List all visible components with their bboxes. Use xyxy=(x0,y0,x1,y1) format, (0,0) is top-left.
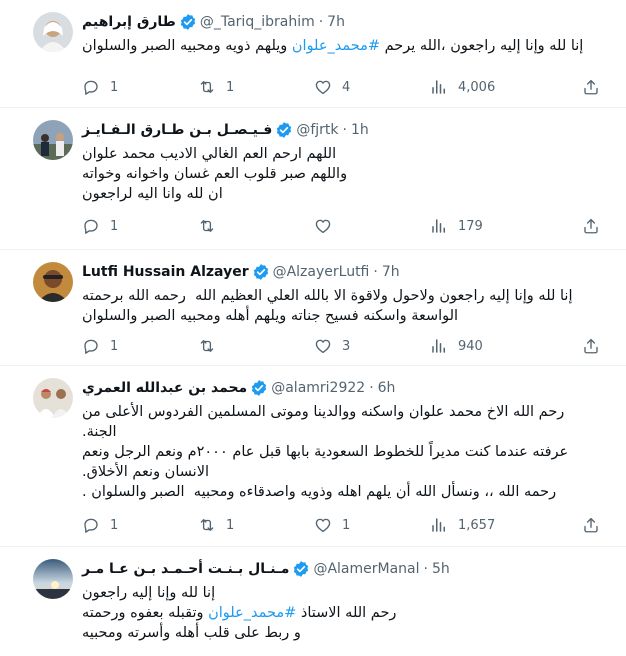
author-name[interactable]: طارق إبراهيم xyxy=(82,14,176,30)
verified-badge-icon xyxy=(292,560,310,578)
share-icon xyxy=(582,217,600,235)
reply-count: 1 xyxy=(110,79,119,95)
tweet[interactable] xyxy=(0,250,626,366)
like-icon xyxy=(314,217,332,235)
tweet-line: رحم الله الاخ محمد علوان واسكنه ووالدينا وموتى المسلمين الفردوس الأعلى من xyxy=(82,404,565,420)
retweet-icon xyxy=(198,337,216,355)
verified-badge-icon xyxy=(252,263,270,281)
reply-button[interactable] xyxy=(82,78,198,96)
retweet-button[interactable] xyxy=(198,337,314,355)
retweet-icon xyxy=(198,516,216,534)
share-icon xyxy=(582,337,600,355)
author-handle[interactable]: @AlzayerLutfi xyxy=(272,264,370,280)
tweet-header xyxy=(82,262,602,282)
author-handle[interactable]: @_Tariq_ibrahim xyxy=(199,14,315,30)
share-icon xyxy=(582,516,600,534)
tweet-line xyxy=(82,603,612,623)
views-count: 179 xyxy=(458,218,483,234)
retweet-icon xyxy=(198,78,216,96)
tweet-text xyxy=(82,402,612,502)
views-icon xyxy=(430,337,448,355)
author-name[interactable]: محمد بن عبدالله العمري xyxy=(82,380,248,396)
share-button[interactable] xyxy=(582,78,600,96)
tweet-timestamp[interactable]: 7h xyxy=(327,14,345,30)
separator-dot: · xyxy=(318,14,324,30)
retweet-button[interactable] xyxy=(198,217,314,235)
action-bar xyxy=(82,216,612,236)
share-button[interactable] xyxy=(582,516,600,534)
views-button[interactable] xyxy=(430,337,546,355)
like-button[interactable] xyxy=(314,217,430,235)
verified-badge-icon xyxy=(179,13,197,31)
tweet-text xyxy=(82,36,612,56)
tweet-header xyxy=(82,120,602,140)
tweet-text xyxy=(82,286,612,326)
views-icon xyxy=(430,516,448,534)
like-count: 4 xyxy=(342,79,351,95)
retweet-button[interactable] xyxy=(198,516,314,534)
avatar[interactable] xyxy=(33,120,73,160)
avatar[interactable] xyxy=(33,559,73,599)
reply-icon xyxy=(82,78,100,96)
tweet-line: عرفته عندما كنت مديراً للخطوط السعودية بابها قبل عام ٢٠٠٠م ونعم الرجل ونعم xyxy=(82,444,569,460)
tweet-text-segment: رحم الله الاستاذ xyxy=(296,605,397,621)
tweet[interactable] xyxy=(0,0,626,108)
views-button[interactable] xyxy=(430,516,546,534)
tweet-header xyxy=(82,559,602,579)
tweet-line: و ربط على قلب أهله وأسرته ومحبيه xyxy=(82,625,301,641)
tweet-timestamp[interactable]: 6h xyxy=(377,380,396,396)
share-button[interactable] xyxy=(582,217,600,235)
tweet-line: رحمه الله ،، ونسأل الله أن يلهم اهله وذويه واصدقاءه ومحبيه الصبر والسلوان . xyxy=(82,484,557,500)
tweet-line: إنا لله وإنا إليه راجعون xyxy=(82,585,216,601)
views-button[interactable] xyxy=(430,217,546,235)
views-icon xyxy=(430,78,448,96)
tweet[interactable] xyxy=(0,547,626,656)
author-name[interactable]: فـيـصـل بـن طـارق الـفـايـز xyxy=(82,122,273,138)
tweet-text-segment: إنا لله وإنا إليه راجعون ،الله يرحم xyxy=(380,38,584,54)
views-count: 940 xyxy=(458,338,483,354)
reply-count: 1 xyxy=(110,517,119,533)
separator-dot: · xyxy=(423,561,428,577)
action-bar xyxy=(82,515,612,535)
tweet-line: الجنة. xyxy=(82,424,117,440)
tweet-timestamp[interactable]: 5h xyxy=(431,561,450,577)
reply-icon xyxy=(82,217,100,235)
verified-badge-icon xyxy=(275,121,293,139)
retweet-count: 1 xyxy=(226,79,235,95)
tweet[interactable] xyxy=(0,366,626,547)
retweet-count: 1 xyxy=(226,517,235,533)
like-icon xyxy=(314,337,332,355)
tweet-text xyxy=(82,144,612,204)
tweet-timestamp[interactable]: 1h xyxy=(350,122,369,138)
author-handle[interactable]: @fjrtk xyxy=(296,122,339,138)
reply-button[interactable] xyxy=(82,217,198,235)
reply-count: 1 xyxy=(110,218,119,234)
like-button[interactable] xyxy=(314,78,430,96)
reply-icon xyxy=(82,337,100,355)
like-icon xyxy=(314,78,332,96)
author-handle[interactable]: @alamri2922 xyxy=(271,380,366,396)
reply-icon xyxy=(82,516,100,534)
avatar[interactable] xyxy=(33,378,73,418)
tweet-text-segment: وتقبله بعفوه ورحمته xyxy=(82,605,209,621)
tweet-line xyxy=(82,36,612,56)
views-count: 1,657 xyxy=(458,517,496,533)
like-button[interactable] xyxy=(314,337,430,355)
like-icon xyxy=(314,516,332,534)
tweet-timestamp[interactable]: 7h xyxy=(381,264,400,280)
retweet-button[interactable] xyxy=(198,78,314,96)
author-handle[interactable]: @AlamerManal xyxy=(313,561,420,577)
views-icon xyxy=(430,217,448,235)
tweet-text xyxy=(82,583,612,643)
like-count: 1 xyxy=(342,517,351,533)
tweet-header xyxy=(82,12,602,32)
reply-count: 1 xyxy=(110,338,119,354)
tweet-line: الواسعة واسكنه فسيح جناته ويلهم أهله ومحبيه الصبر والسلوان xyxy=(82,308,459,324)
avatar[interactable] xyxy=(33,12,73,52)
verified-badge-icon xyxy=(250,379,268,397)
reply-button[interactable] xyxy=(82,337,198,355)
tweet-line: اللهم ارحم العم الغالي الاديب محمد علوان xyxy=(82,146,337,162)
separator-dot: · xyxy=(342,122,347,138)
author-name[interactable]: Lutfi Hussain Alzayer xyxy=(82,264,249,280)
views-count: 4,006 xyxy=(458,79,496,95)
tweet-line: الانسان ونعم الأخلاق. xyxy=(82,464,210,480)
author-name[interactable]: مـنـال بـنـت أحـمـد بـن عـا مـر xyxy=(82,561,290,577)
tweet-line: واللهم صبر قلوب العم غسان واخوانه وخواته xyxy=(82,166,348,182)
retweet-icon xyxy=(198,217,216,235)
tweet-line: إنا لله وإنا إليه راجعون ولاحول ولاقوة الا بالله العلي العظيم الله رحمه الله برحمته xyxy=(82,288,573,304)
share-button[interactable] xyxy=(582,337,600,355)
share-icon xyxy=(582,78,600,96)
tweet-line: ان لله وانا اليه لراجعون xyxy=(82,186,223,202)
avatar[interactable] xyxy=(33,262,73,302)
action-bar xyxy=(82,77,612,97)
like-button[interactable] xyxy=(314,516,430,534)
views-button[interactable] xyxy=(430,78,546,96)
tweet-header xyxy=(82,378,602,398)
separator-dot: · xyxy=(373,264,378,280)
hashtag-link[interactable]: #محمد_علوان xyxy=(208,605,297,621)
like-count: 3 xyxy=(342,338,351,354)
tweet[interactable] xyxy=(0,108,626,250)
separator-dot: · xyxy=(369,380,374,396)
hashtag-link[interactable]: #محمد_علوان xyxy=(291,38,381,54)
tweet-text-segment: ويلهم ذويه ومحبيه الصبر والسلوان xyxy=(82,38,292,54)
action-bar xyxy=(82,336,612,356)
reply-button[interactable] xyxy=(82,516,198,534)
